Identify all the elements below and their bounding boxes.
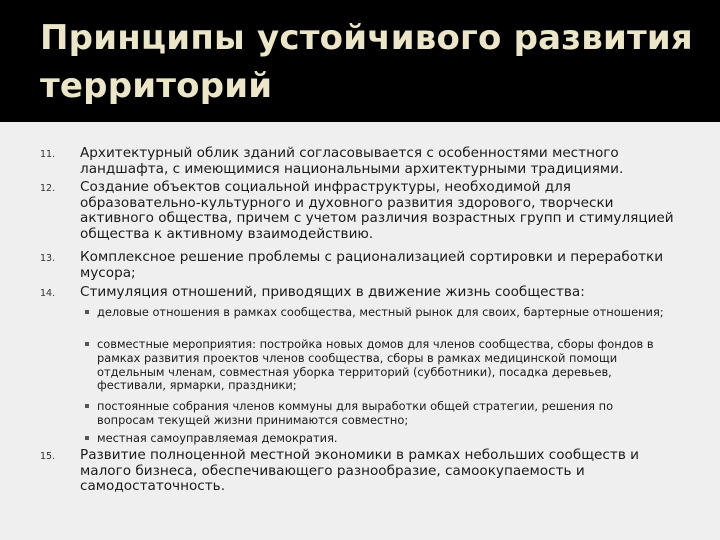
item-number: 15. bbox=[40, 451, 56, 462]
item-number: 13. bbox=[40, 253, 56, 264]
item-text: Развитие полноценной местной экономики в рамках небольших сообществ и малого бизнеса, обеспечивающего разнообразие, самоокупаемость и самодостаточность. bbox=[80, 447, 639, 495]
sub-list-item bbox=[97, 400, 667, 428]
item-text: Создание объектов социальной инфраструктуры, необходимой для образовательно-культурного и духовного развития здорового, творчески активного общества, причем с учетом различия возрастных групп и стимуляцией общества к активному взаимодействию. bbox=[80, 179, 674, 242]
item-text: Стимуляция отношений, приводящих в движение жизнь сообщества: bbox=[80, 284, 585, 300]
list-item bbox=[40, 179, 680, 242]
item-number: 11. bbox=[40, 149, 56, 160]
sub-item-text: деловые отношения в рамках сообщества, местный рынок для своих, бартерные отношения; bbox=[97, 305, 664, 319]
bullet-icon bbox=[85, 310, 89, 314]
sub-item-text: местная самоуправляемая демократия. bbox=[97, 431, 338, 445]
item-text: Архитектурный облик зданий согласовывается с особенностями местного ландшафта, с имеющимися национальными архитектурными традициями. bbox=[80, 145, 624, 177]
sub-item-text: совместные мероприятия: постройка новых домов для членов сообщества, сборы фондов в рамках развития проектов членов сообщества, сборы в рамках медицинской помощи отдельным членам, совместная уборка территорий (субботники), посадка деревьев, фестивали, ярмарки, праздники; bbox=[97, 337, 654, 393]
slide-title: Принципы устойчивого развития территорий bbox=[40, 18, 693, 106]
sub-list-item bbox=[97, 338, 667, 393]
item-number: 12. bbox=[40, 183, 56, 194]
sub-list-item bbox=[97, 432, 667, 446]
bullet-icon bbox=[85, 342, 89, 346]
list-item bbox=[40, 249, 680, 281]
sub-list-item bbox=[97, 306, 667, 320]
bullet-icon bbox=[85, 404, 89, 408]
list-item bbox=[40, 447, 680, 495]
sub-item-text: постоянные собрания членов коммуны для выработки общей стратегии, решения по вопросам текущей жизни принимаются совместно; bbox=[97, 399, 614, 427]
item-number: 14. bbox=[40, 288, 56, 299]
item-text: Комплексное решение проблемы с рационализацией сортировки и переработки мусора; bbox=[80, 249, 664, 281]
list-item bbox=[40, 284, 680, 301]
bullet-icon bbox=[85, 436, 89, 440]
list-item bbox=[40, 145, 680, 177]
